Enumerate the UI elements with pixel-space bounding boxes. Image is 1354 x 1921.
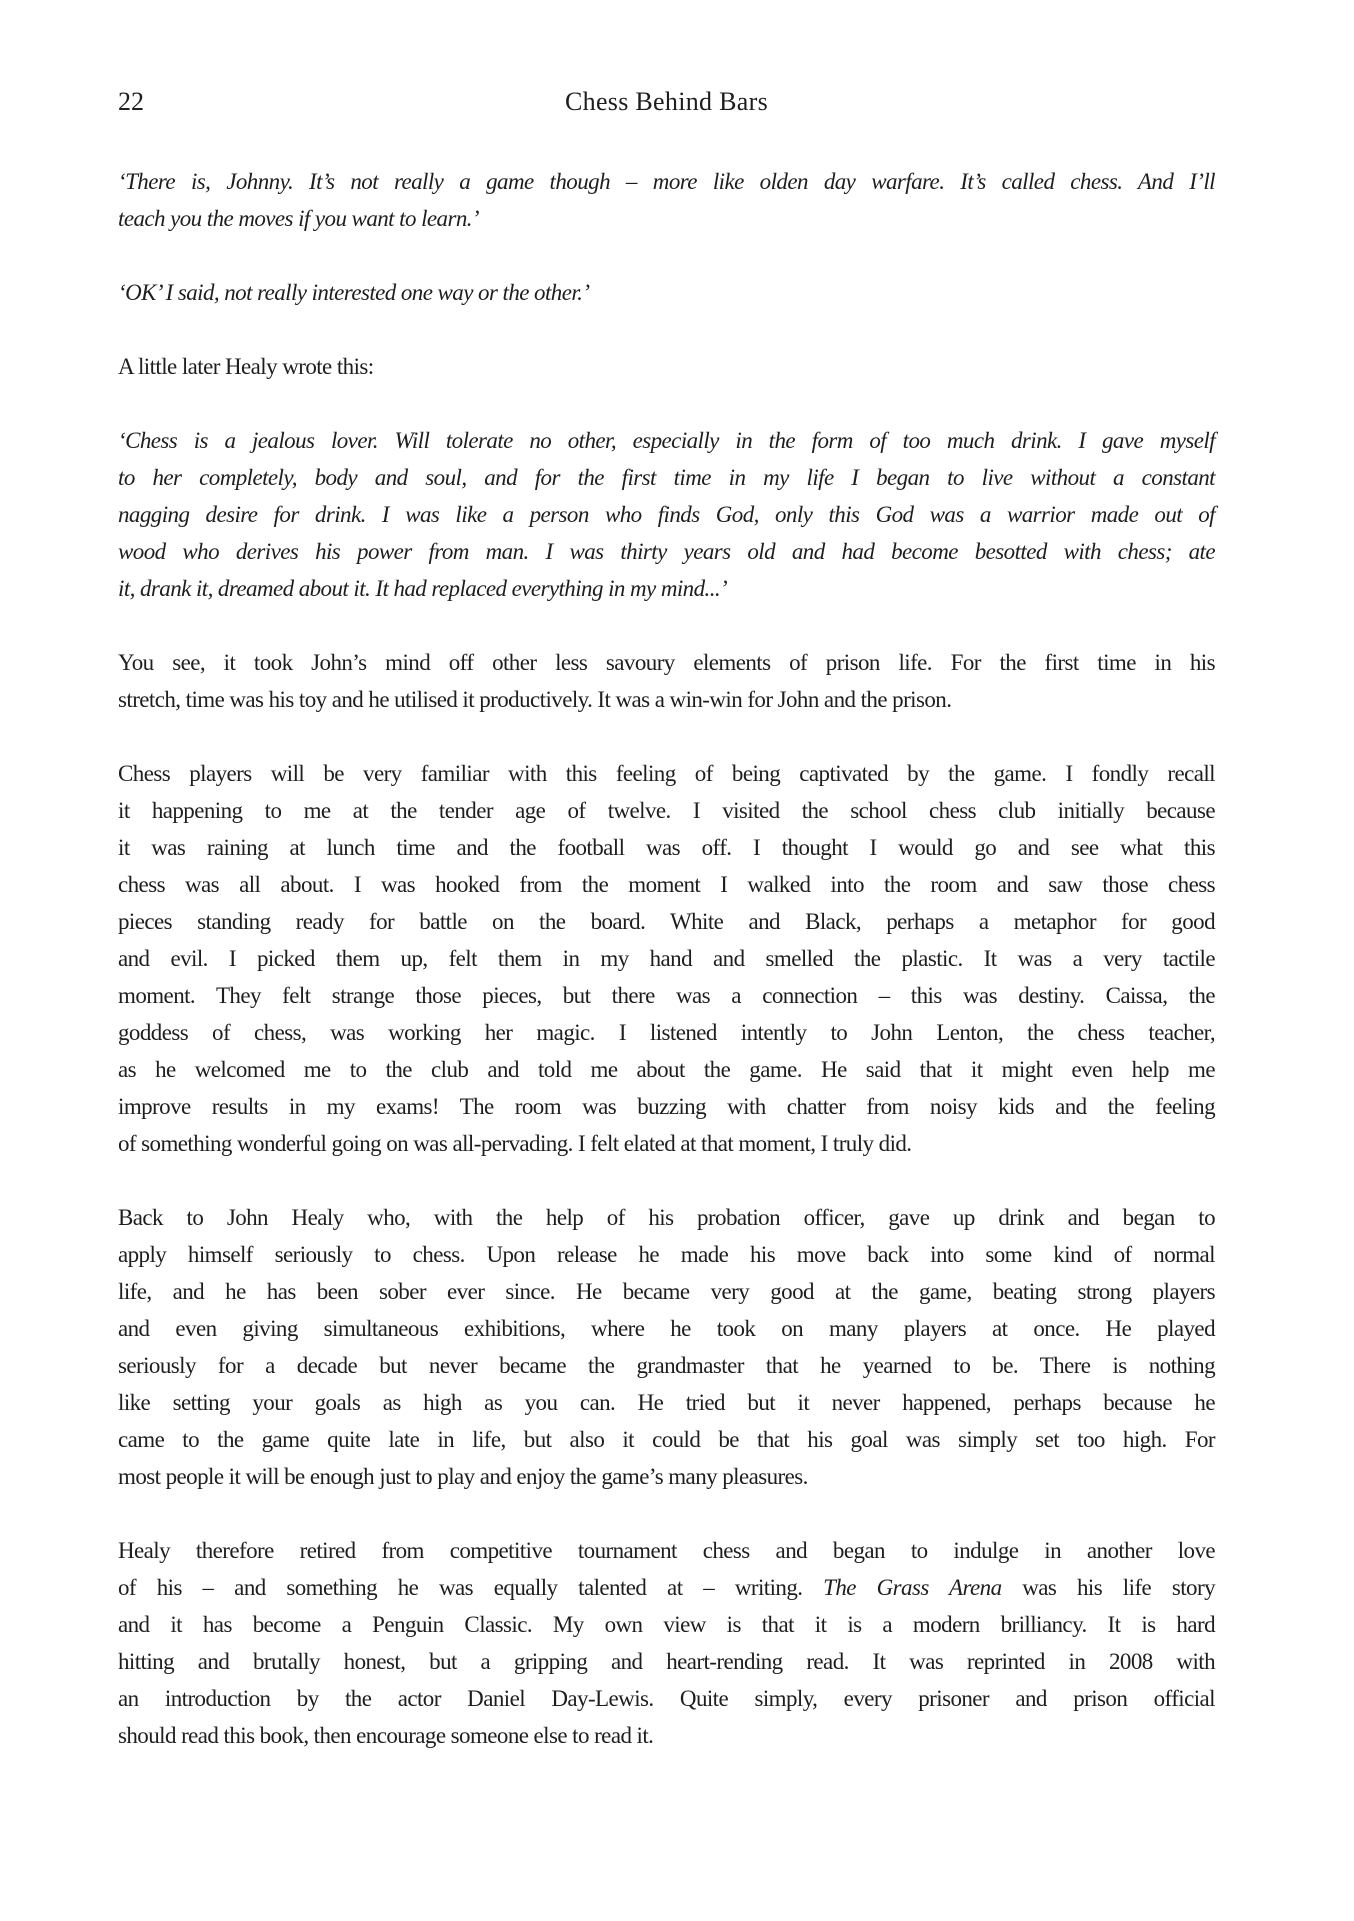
text-line: [118, 1421, 1215, 1458]
text-line: [118, 422, 1215, 459]
text-line: [118, 1199, 1215, 1236]
text-line: [118, 1569, 1215, 1606]
text-segment: and it has become a Penguin Classic. My own view is that it is a modern brilliancy. It is hard: [118, 1612, 1215, 1637]
text-line: [118, 348, 1215, 385]
page-body: [118, 163, 1215, 1754]
text-segment: should read this book, then encourage someone else to read it.: [118, 1723, 654, 1748]
text-line: [118, 1051, 1215, 1088]
text-line: [118, 1606, 1215, 1643]
text-segment: goddess of chess, was working her magic. I listened intently to John Lenton, the chess teacher,: [118, 1020, 1215, 1045]
page-content: [118, 86, 1215, 1791]
text-segment: seriously for a decade but never became the grandmaster that he yearned to be. There is nothing: [118, 1353, 1215, 1378]
text-segment: and evil. I picked them up, felt them in my hand and smelled the plastic. It was a very tactile: [118, 946, 1215, 971]
text-line: [118, 1236, 1215, 1273]
text-segment: chess was all about. I was hooked from the moment I walked into the room and saw those chess: [118, 872, 1215, 897]
text-line: [118, 1347, 1215, 1384]
text-segment: hitting and brutally honest, but a gripping and heart-rending read. It was reprinted in 2008 with: [118, 1649, 1215, 1674]
text-line: [118, 1458, 1215, 1495]
text-segment: stretch, time was his toy and he utilised it productively. It was a win-win for John and the prison.: [118, 687, 952, 712]
text-segment: was his life story: [1001, 1575, 1215, 1600]
page-number: 22: [118, 87, 144, 116]
text-line: [118, 681, 1215, 718]
text-segment: it happening to me at the tender age of twelve. I visited the school chess club initially because: [118, 798, 1215, 823]
text-segment: of something wonderful going on was all-pervading. I felt elated at that moment, I truly did.: [118, 1131, 912, 1156]
text-line: [118, 570, 1215, 607]
text-segment: Chess players will be very familiar with this feeling of being captivated by the game. I fondly recall: [118, 761, 1215, 786]
text-segment: as he welcomed me to the club and told me about the game. He said that it might even help me: [118, 1057, 1215, 1082]
text-line: [118, 1125, 1215, 1162]
text-line: [118, 163, 1215, 200]
text-segment: life, and he has been sober ever since. He became very good at the game, beating strong players: [118, 1279, 1215, 1304]
healy-jealous-lover-quote: [118, 422, 1215, 607]
para-healy-retired: [118, 1532, 1215, 1754]
text-segment: it, drank it, dreamed about it. It had replaced everything in my mind...’: [118, 576, 728, 601]
text-line: [118, 1643, 1215, 1680]
text-segment: pieces standing ready for battle on the board. White and Black, perhaps a metaphor for good: [118, 909, 1215, 934]
text-line: [118, 792, 1215, 829]
text-line: [118, 1014, 1215, 1051]
dialogue-quote-ok: [118, 274, 1215, 311]
text-line: [118, 755, 1215, 792]
narration-lead-in: [118, 348, 1215, 385]
text-line: [118, 1273, 1215, 1310]
text-segment: Back to John Healy who, with the help of his probation officer, gave up drink and began to: [118, 1205, 1215, 1230]
text-segment: an introduction by the actor Daniel Day-Lewis. Quite simply, every prisoner and prison official: [118, 1686, 1215, 1711]
book-title-emphasis: The Grass Arena: [823, 1575, 1002, 1600]
text-segment: A little later Healy wrote this:: [118, 354, 374, 379]
text-segment: to her completely, body and soul, and for the first time in my life I began to live without a constant: [118, 465, 1215, 490]
text-segment: improve results in my exams! The room was buzzing with chatter from noisy kids and the feeling: [118, 1094, 1215, 1119]
text-line: [118, 1532, 1215, 1569]
text-line: [118, 977, 1215, 1014]
text-line: [118, 866, 1215, 903]
text-segment: nagging desire for drink. I was like a person who finds God, only this God was a warrior made out of: [118, 502, 1215, 527]
text-line: [118, 903, 1215, 940]
text-segment: came to the game quite late in life, but also it could be that his goal was simply set too high. For: [118, 1427, 1215, 1452]
text-line: [118, 940, 1215, 977]
text-segment: You see, it took John’s mind off other less savoury elements of prison life. For the first time in his: [118, 650, 1215, 675]
text-line: [118, 644, 1215, 681]
text-line: [118, 496, 1215, 533]
text-segment: and even giving simultaneous exhibitions, where he took on many players at once. He played: [118, 1316, 1215, 1341]
text-segment: most people it will be enough just to play and enjoy the game’s many pleasures.: [118, 1464, 808, 1489]
text-line: [118, 1310, 1215, 1347]
text-segment: it was raining at lunch time and the football was off. I thought I would go and see what this: [118, 835, 1215, 860]
text-line: [118, 200, 1215, 237]
text-segment: like setting your goals as high as you can. He tried but it never happened, perhaps because he: [118, 1390, 1215, 1415]
text-line: [118, 274, 1215, 311]
text-segment: of his – and something he was equally talented at – writing.: [118, 1575, 824, 1600]
text-segment: teach you the moves if you want to learn.’: [118, 206, 480, 231]
para-chess-players: [118, 755, 1215, 1162]
text-segment: wood who derives his power from man. I was thirty years old and had become besotted with chess; ate: [118, 539, 1215, 564]
para-back-to-healy: [118, 1199, 1215, 1495]
text-line: [118, 829, 1215, 866]
text-segment: apply himself seriously to chess. Upon release he made his move back into some kind of normal: [118, 1242, 1215, 1267]
text-line: [118, 533, 1215, 570]
text-segment: ‘There is, Johnny. It’s not really a game though – more like olden day warfare. It’s called chess. And I’ll: [118, 169, 1215, 194]
text-segment: Healy therefore retired from competitive tournament chess and began to indulge in another love: [118, 1538, 1215, 1563]
text-segment: ‘OK’ I said, not really interested one way or the other.’: [118, 280, 590, 305]
text-line: [118, 459, 1215, 496]
text-line: [118, 1088, 1215, 1125]
text-segment: moment. They felt strange those pieces, but there was a connection – this was destiny. Caissa, the: [118, 983, 1215, 1008]
text-line: [118, 1717, 1215, 1754]
text-line: [118, 1680, 1215, 1717]
page-header: [118, 86, 1215, 123]
para-you-see: [118, 644, 1215, 718]
dialogue-quote-johnny: [118, 163, 1215, 237]
text-segment: ‘Chess is a jealous lover. Will tolerate no other, especially in the form of too much drink. I gave myself: [118, 428, 1215, 453]
text-line: [118, 1384, 1215, 1421]
running-head: Chess Behind Bars: [565, 87, 768, 116]
